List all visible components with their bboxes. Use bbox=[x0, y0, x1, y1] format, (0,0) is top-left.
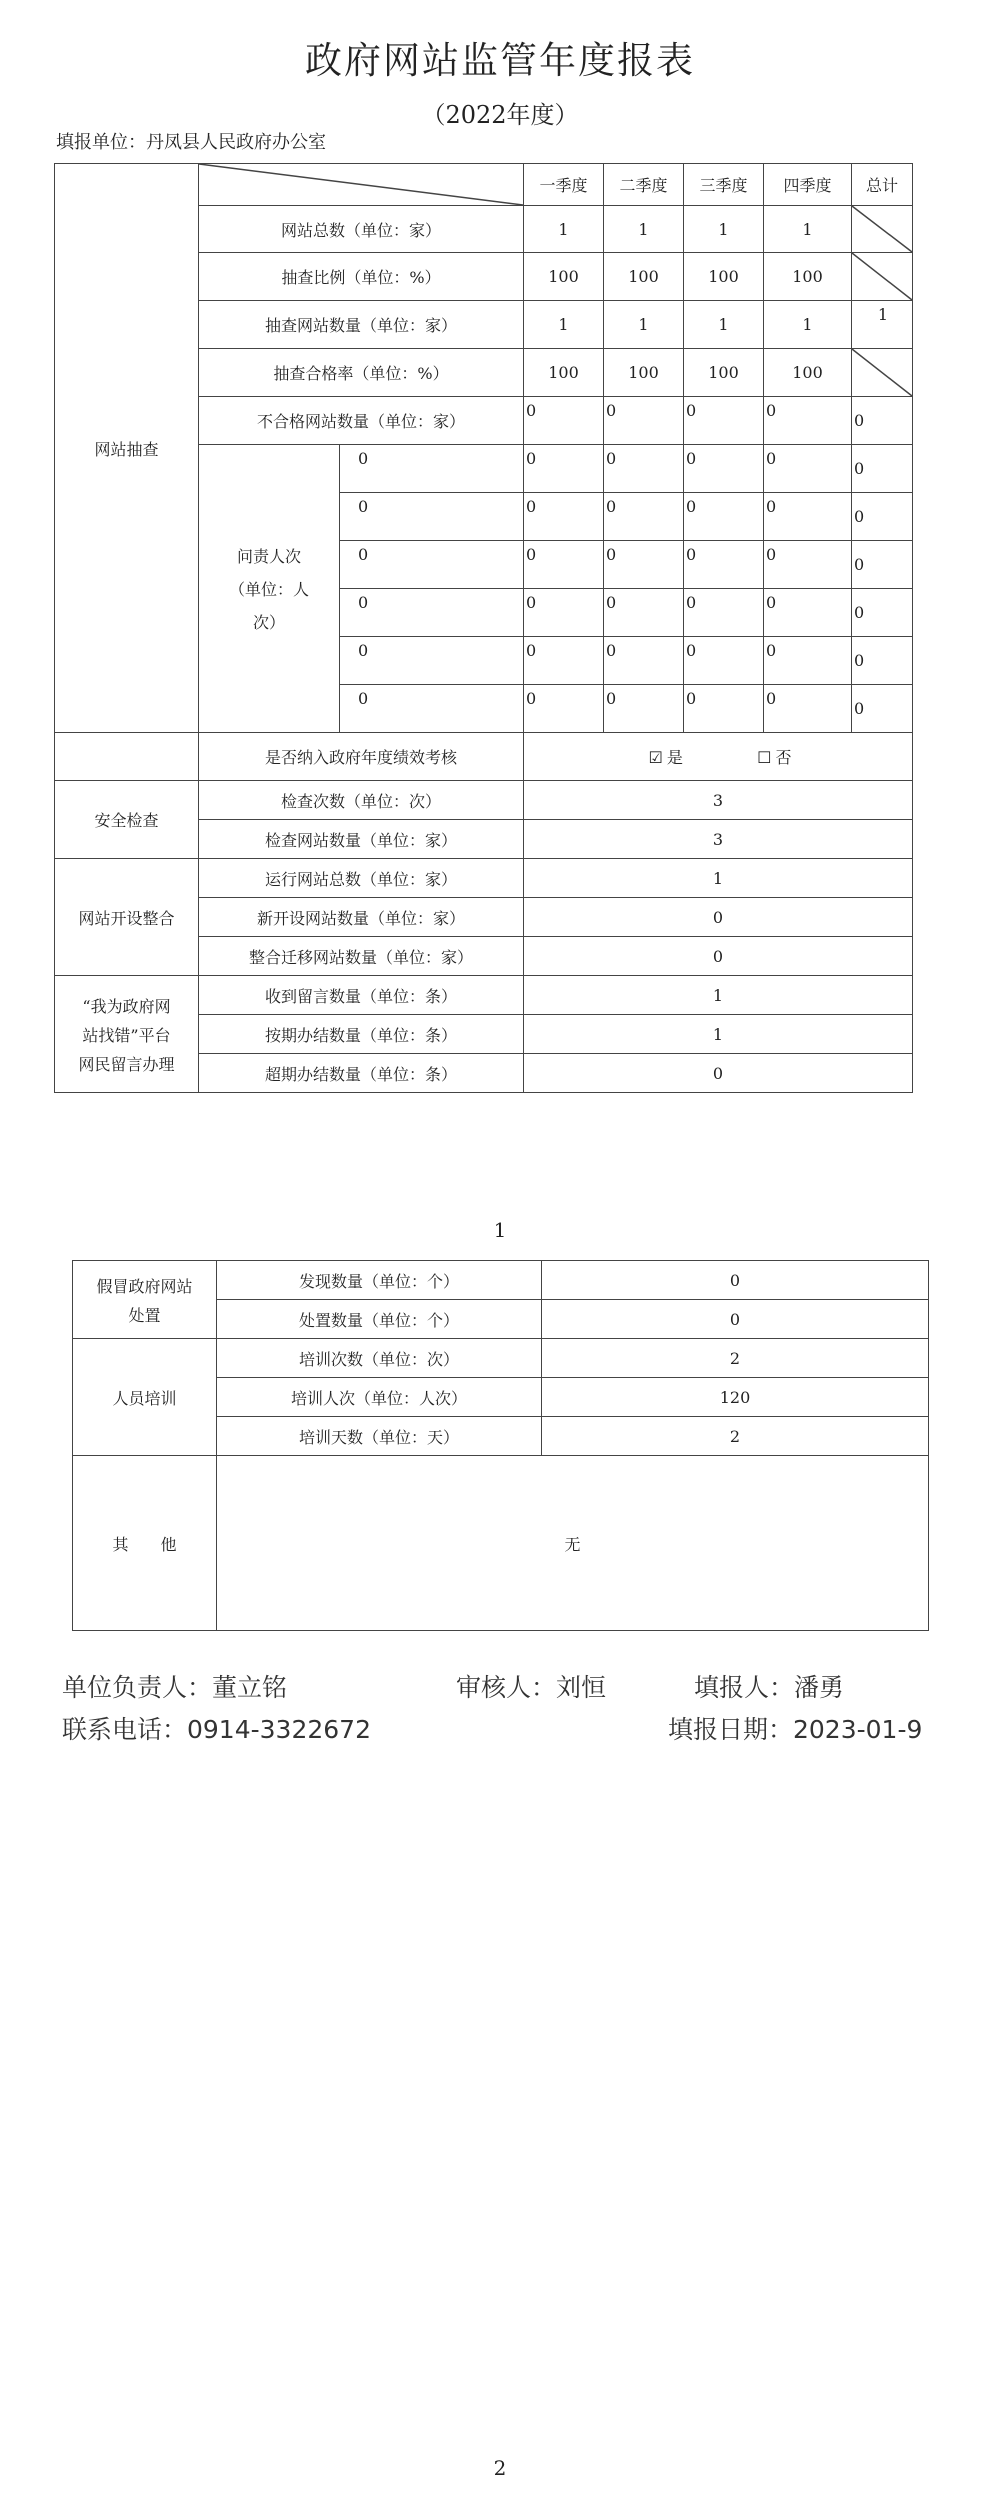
cell-value: 0 bbox=[764, 589, 852, 637]
section-messages-line: 网民留言办理 bbox=[78, 1054, 175, 1074]
row-label: 检查网站数量（单位：家） bbox=[199, 820, 524, 859]
assessment-choice bbox=[524, 733, 913, 781]
cell-value: 0 bbox=[524, 637, 604, 685]
cell-total: 0 bbox=[852, 397, 913, 445]
cell-value: 1 bbox=[604, 301, 684, 349]
cell-value: 1 bbox=[524, 859, 913, 898]
page-number-1: 1 bbox=[493, 1218, 507, 1242]
total-diagonal bbox=[852, 253, 913, 301]
header-q4: 四季度 bbox=[764, 164, 852, 206]
total-diagonal bbox=[852, 349, 913, 397]
cell-value: 3 bbox=[524, 820, 913, 859]
contact-phone: 联系电话：0914-3322672 bbox=[62, 1715, 371, 1744]
row-label: 抽查比例（单位：%） bbox=[199, 253, 524, 301]
cell-value: 0 bbox=[604, 397, 684, 445]
cell-value: 100 bbox=[684, 349, 764, 397]
cell-value: 0 bbox=[604, 589, 684, 637]
assessment-no: 否 bbox=[775, 748, 792, 767]
cell-value: 0 bbox=[524, 397, 604, 445]
page-title: 政府网站监管年度报表 bbox=[305, 39, 695, 82]
row-label: 发现数量（单位：个） bbox=[217, 1261, 542, 1300]
section-messages bbox=[55, 976, 199, 1093]
section-messages-line: 站找错”平台 bbox=[82, 1025, 171, 1045]
cell-value: 0 bbox=[604, 493, 684, 541]
cell-value: 0 bbox=[524, 541, 604, 589]
report-year: （2022年度） bbox=[421, 101, 579, 129]
second-report-table bbox=[72, 1260, 929, 1631]
section-fake-line: 假冒政府网站 bbox=[96, 1276, 193, 1296]
row-label: 网站总数（单位：家） bbox=[199, 206, 524, 253]
section-spot-check: 网站抽查 bbox=[55, 164, 199, 733]
cell-value: 0 bbox=[604, 637, 684, 685]
row-label: 培训人次（单位：人次） bbox=[217, 1378, 542, 1417]
section-messages-line: “我为政府网 bbox=[82, 996, 171, 1016]
cell-value: 100 bbox=[524, 349, 604, 397]
cell-value: 1 bbox=[684, 206, 764, 253]
row-label: 培训次数（单位：次） bbox=[217, 1339, 542, 1378]
section-security: 安全检查 bbox=[55, 781, 199, 859]
row-label: 收到留言数量（单位：条） bbox=[199, 976, 524, 1015]
row-label: 超期办结数量（单位：条） bbox=[199, 1054, 524, 1093]
cell-value: 1 bbox=[764, 206, 852, 253]
cell-total: 0 bbox=[852, 589, 913, 637]
cell-value: 0 bbox=[340, 637, 524, 685]
cell-value: 0 bbox=[764, 493, 852, 541]
cell-value: 0 bbox=[684, 493, 764, 541]
cell-value: 0 bbox=[764, 445, 852, 493]
other-value: 无 bbox=[217, 1456, 929, 1631]
accountability-label bbox=[199, 445, 340, 733]
cell-value: 1 bbox=[524, 976, 913, 1015]
accountability-label-line: 问责人次 bbox=[236, 547, 301, 566]
filler: 填报人：潘勇 bbox=[694, 1673, 845, 1702]
cell-value: 0 bbox=[340, 445, 524, 493]
reporting-unit: 填报单位：丹凤县人民政府办公室 bbox=[56, 132, 326, 153]
cell-total: 0 bbox=[852, 493, 913, 541]
cell-value: 0 bbox=[542, 1300, 929, 1339]
row-label: 抽查合格率（单位：%） bbox=[199, 349, 524, 397]
main-report-table bbox=[54, 163, 913, 1093]
cell-value: 0 bbox=[764, 541, 852, 589]
cell-value: 0 bbox=[524, 445, 604, 493]
row-label: 整合迁移网站数量（单位：家） bbox=[199, 937, 524, 976]
cell-value: 0 bbox=[684, 589, 764, 637]
section-fake-line: 处置 bbox=[128, 1305, 161, 1325]
cell-value: 0 bbox=[340, 493, 524, 541]
header-q1: 一季度 bbox=[524, 164, 604, 206]
cell-value: 100 bbox=[604, 253, 684, 301]
assessment-label: 是否纳入政府年度绩效考核 bbox=[199, 733, 524, 781]
cell-value: 0 bbox=[524, 937, 913, 976]
cell-value: 0 bbox=[684, 637, 764, 685]
header-q3: 三季度 bbox=[684, 164, 764, 206]
cell-value: 1 bbox=[764, 301, 852, 349]
cell-value: 1 bbox=[604, 206, 684, 253]
cell-value: 0 bbox=[524, 898, 913, 937]
cell-value: 0 bbox=[604, 685, 684, 733]
reviewer: 审核人：刘恒 bbox=[456, 1673, 607, 1702]
accountability-label-line: （单位：人 bbox=[228, 580, 309, 599]
row-label: 抽查网站数量（单位：家） bbox=[199, 301, 524, 349]
cell-value: 100 bbox=[524, 253, 604, 301]
cell-value: 120 bbox=[542, 1378, 929, 1417]
cell-value: 0 bbox=[684, 445, 764, 493]
cell-value: 0 bbox=[764, 637, 852, 685]
cell-value: 0 bbox=[340, 685, 524, 733]
cell-value: 2 bbox=[542, 1339, 929, 1378]
section-integration: 网站开设整合 bbox=[55, 859, 199, 976]
cell-value: 100 bbox=[684, 253, 764, 301]
cell-value: 0 bbox=[684, 397, 764, 445]
cell-value: 0 bbox=[524, 1054, 913, 1093]
row-label: 检查次数（单位：次） bbox=[199, 781, 524, 820]
unit-leader: 单位负责人：董立铭 bbox=[62, 1673, 288, 1702]
header-total: 总计 bbox=[852, 164, 913, 206]
assessment-left-spacer bbox=[55, 733, 199, 781]
cell-value: 1 bbox=[524, 206, 604, 253]
unchecked-box-icon: ☐ bbox=[757, 748, 772, 767]
cell-value: 0 bbox=[524, 493, 604, 541]
cell-value: 100 bbox=[604, 349, 684, 397]
row-label: 培训天数（单位：天） bbox=[217, 1417, 542, 1456]
cell-value: 0 bbox=[764, 685, 852, 733]
other-label: 其 他 bbox=[73, 1456, 217, 1631]
cell-total: 1 bbox=[852, 301, 913, 349]
assessment-yes: 是 bbox=[666, 748, 683, 767]
cell-value: 0 bbox=[542, 1261, 929, 1300]
cell-total: 0 bbox=[852, 637, 913, 685]
cell-total: 0 bbox=[852, 685, 913, 733]
cell-value: 0 bbox=[604, 541, 684, 589]
cell-value: 0 bbox=[684, 685, 764, 733]
cell-value: 1 bbox=[684, 301, 764, 349]
accountability-label-line: 次） bbox=[252, 613, 285, 632]
cell-value: 2 bbox=[542, 1417, 929, 1456]
cell-value: 100 bbox=[764, 349, 852, 397]
row-label: 不合格网站数量（单位：家） bbox=[199, 397, 524, 445]
cell-value: 0 bbox=[524, 685, 604, 733]
cell-value: 1 bbox=[524, 301, 604, 349]
row-label: 新开设网站数量（单位：家） bbox=[199, 898, 524, 937]
header-diagonal bbox=[199, 164, 524, 206]
row-label: 处置数量（单位：个） bbox=[217, 1300, 542, 1339]
checked-box-icon: ☑ bbox=[648, 748, 663, 767]
section-training: 人员培训 bbox=[73, 1339, 217, 1456]
cell-value: 0 bbox=[604, 445, 684, 493]
cell-value: 1 bbox=[524, 1015, 913, 1054]
row-label: 按期办结数量（单位：条） bbox=[199, 1015, 524, 1054]
cell-value: 0 bbox=[340, 541, 524, 589]
cell-value: 100 bbox=[764, 253, 852, 301]
cell-value: 0 bbox=[524, 589, 604, 637]
cell-value: 0 bbox=[340, 589, 524, 637]
cell-value: 0 bbox=[764, 397, 852, 445]
fill-date: 填报日期：2023-01-9 bbox=[668, 1715, 923, 1744]
cell-value: 3 bbox=[524, 781, 913, 820]
row-label: 运行网站总数（单位：家） bbox=[199, 859, 524, 898]
cell-total: 0 bbox=[852, 541, 913, 589]
header-q2: 二季度 bbox=[604, 164, 684, 206]
section-fake-sites bbox=[73, 1261, 217, 1339]
cell-total: 0 bbox=[852, 445, 913, 493]
cell-value: 0 bbox=[684, 541, 764, 589]
page-number-2: 2 bbox=[493, 2456, 507, 2480]
total-diagonal bbox=[852, 206, 913, 253]
